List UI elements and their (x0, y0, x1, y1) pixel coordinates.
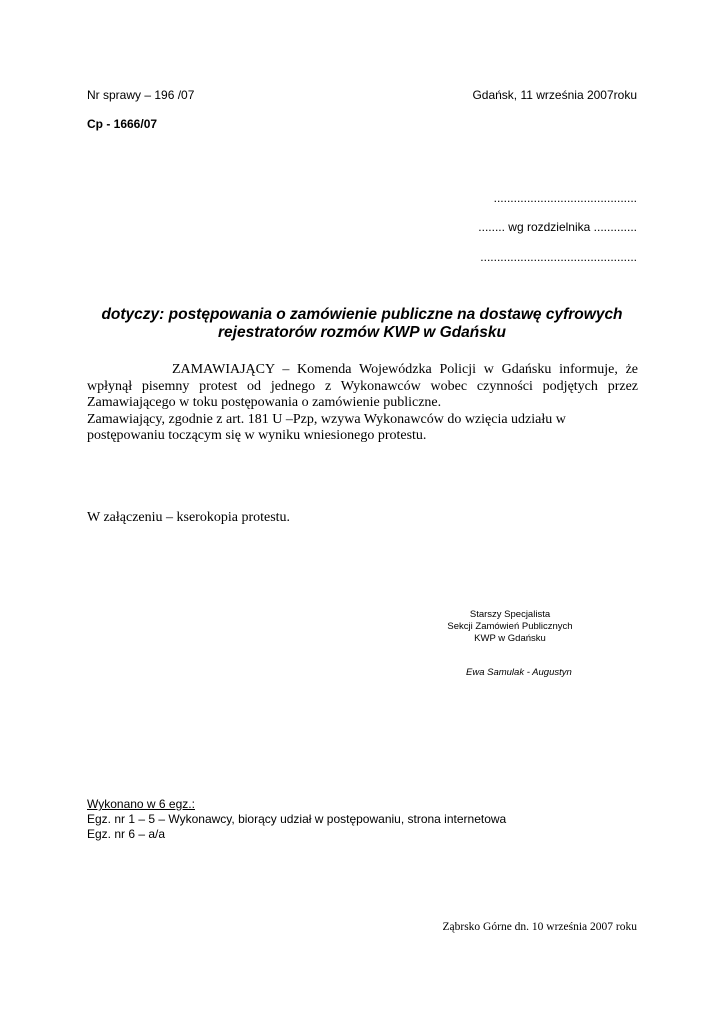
addressee-line-1: ........................................... (493, 191, 637, 205)
signature-title-2: Sekcji Zamówień Publicznych (447, 621, 573, 632)
addressee-line-2: ........ wg rozdzielnika ............. (478, 220, 637, 234)
signature-title-1: Starszy Specjalista (469, 609, 551, 620)
subject-heading (87, 306, 637, 342)
copies-list (87, 797, 506, 842)
body-paragraph-1: ZAMAWIAJĄCY – Komenda Wojewódzka Policji w Gdańsku informuje, że wpłynął pisemny protest od jednego z Wykonawców wobec czynności podjętych przez Zamawiającego w toku postępowania o zamówienie publiczne. (87, 362, 638, 410)
attachment-note: W załączeniu – kserokopia protestu. (87, 510, 291, 525)
subject-line-2: rejestratorów rozmów KWP w Gdańsku (218, 324, 506, 341)
body-paragraph-2-line-1: Zamawiający, zgodnie z art. 181 U –Pzp, wzywa Wykonawców do wzięcia udziału w (87, 411, 566, 427)
footer-date: Ząbrsko Górne dn. 10 września 2007 roku (442, 921, 637, 933)
signature-title-3: KWP w Gdańsku (474, 633, 546, 644)
signature-block (430, 609, 590, 645)
subject-line-1: dotyczy: postępowania o zamówienie publiczne na dostawę cyfrowych (101, 306, 623, 323)
place-date: Gdańsk, 11 września 2007roku (472, 88, 637, 102)
case-number: Nr sprawy – 196 /07 (87, 88, 195, 102)
addressee-line-3: ............................................... (480, 250, 637, 264)
body-paragraph-2-line-2: postępowaniu toczącym się w wyniku wniesionego protestu. (87, 428, 427, 443)
copies-line-2: Egz. nr 6 – a/a (87, 827, 166, 841)
signatory-name: Ewa Samulak - Augustyn (466, 667, 572, 678)
copies-title: Wykonano w 6 egz.: (87, 797, 195, 811)
cp-number: Cp - 1666/07 (87, 117, 158, 131)
letter-body (87, 362, 638, 445)
copies-line-1: Egz. nr 1 – 5 – Wykonawcy, biorący udział w postępowaniu, strona internetowa (87, 812, 507, 826)
